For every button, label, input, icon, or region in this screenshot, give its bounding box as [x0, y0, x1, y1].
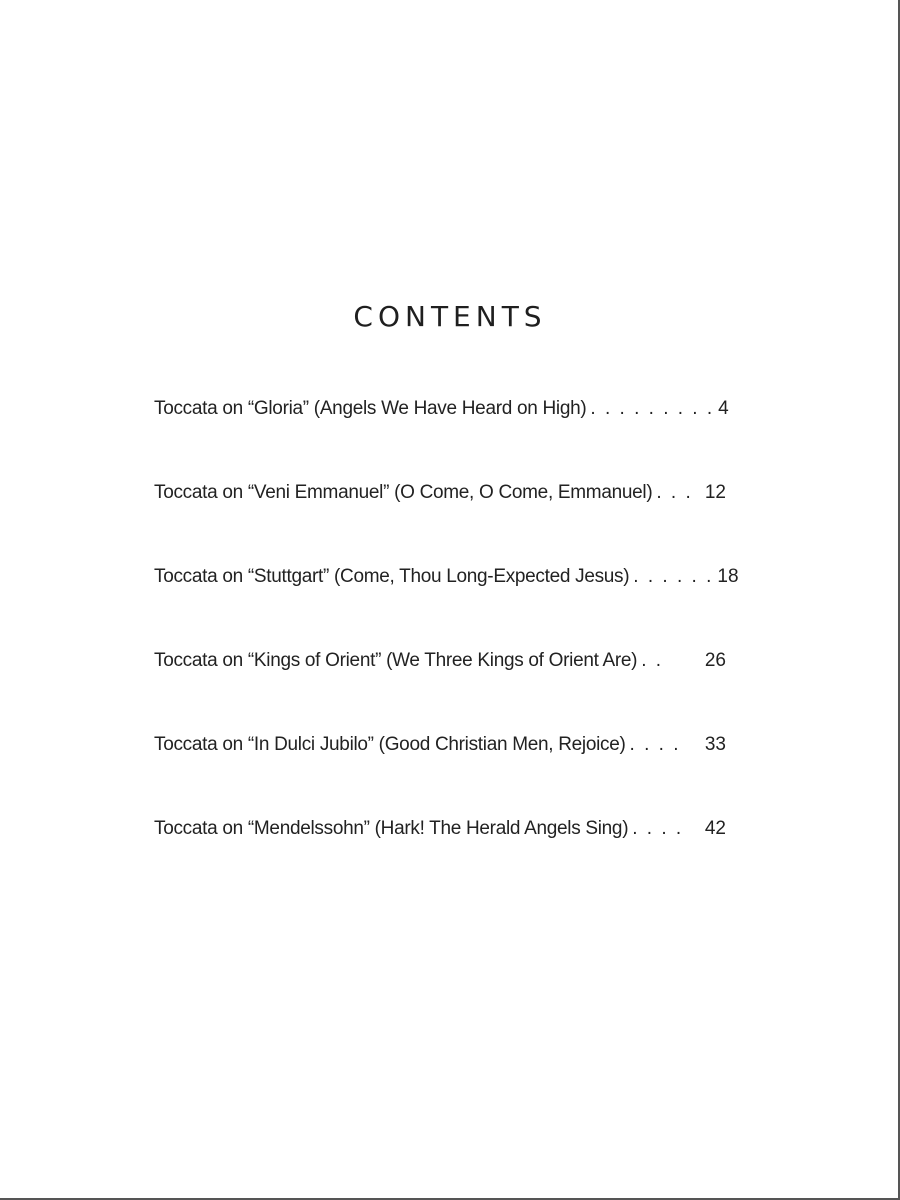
toc-entry-leader: . . .: [656, 482, 693, 503]
toc-entry-title: Toccata on “Stuttgart” (Come, Thou Long-Expected Jesus): [154, 566, 630, 587]
toc-entry-leader: . . . . . . . . .: [590, 398, 715, 419]
table-of-contents: [154, 392, 739, 896]
toc-entry-title: Toccata on “Gloria” (Angels We Have Heard on High): [154, 398, 587, 419]
toc-entry-page-number: 33: [704, 734, 726, 755]
toc-entry-kings-of-orient[interactable]: [154, 644, 726, 728]
toc-entry-leader: . . . . . .: [633, 566, 714, 587]
toc-entry-veni-emmanuel[interactable]: [154, 476, 726, 560]
toc-entry-gloria[interactable]: [154, 392, 729, 476]
contents-heading: CONTENTS: [353, 300, 547, 333]
toc-entry-stuttgart[interactable]: [154, 560, 739, 644]
toc-entry-page-number: 4: [718, 398, 729, 419]
toc-entry-title: Toccata on “Kings of Orient” (We Three Kings of Orient Are): [154, 650, 638, 671]
toc-entry-in-dulci-jubilo[interactable]: [154, 728, 726, 812]
toc-entry-title: Toccata on “Veni Emmanuel” (O Come, O Come, Emmanuel): [154, 482, 653, 503]
toc-entry-page-number: 26: [704, 650, 726, 671]
toc-entry-title: Toccata on “In Dulci Jubilo” (Good Christian Men, Rejoice): [154, 734, 626, 755]
toc-entry-page-number: 42: [704, 818, 726, 839]
toc-entry-page-number: 12: [704, 482, 726, 503]
toc-entry-leader: . .: [641, 650, 664, 671]
toc-entry-mendelssohn[interactable]: [154, 812, 726, 896]
toc-entry-title: Toccata on “Mendelssohn” (Hark! The Herald Angels Sing): [154, 818, 629, 839]
toc-entry-leader: . . . .: [629, 734, 681, 755]
toc-entry-leader: . . . .: [632, 818, 684, 839]
toc-entry-page-number: 18: [717, 566, 739, 587]
